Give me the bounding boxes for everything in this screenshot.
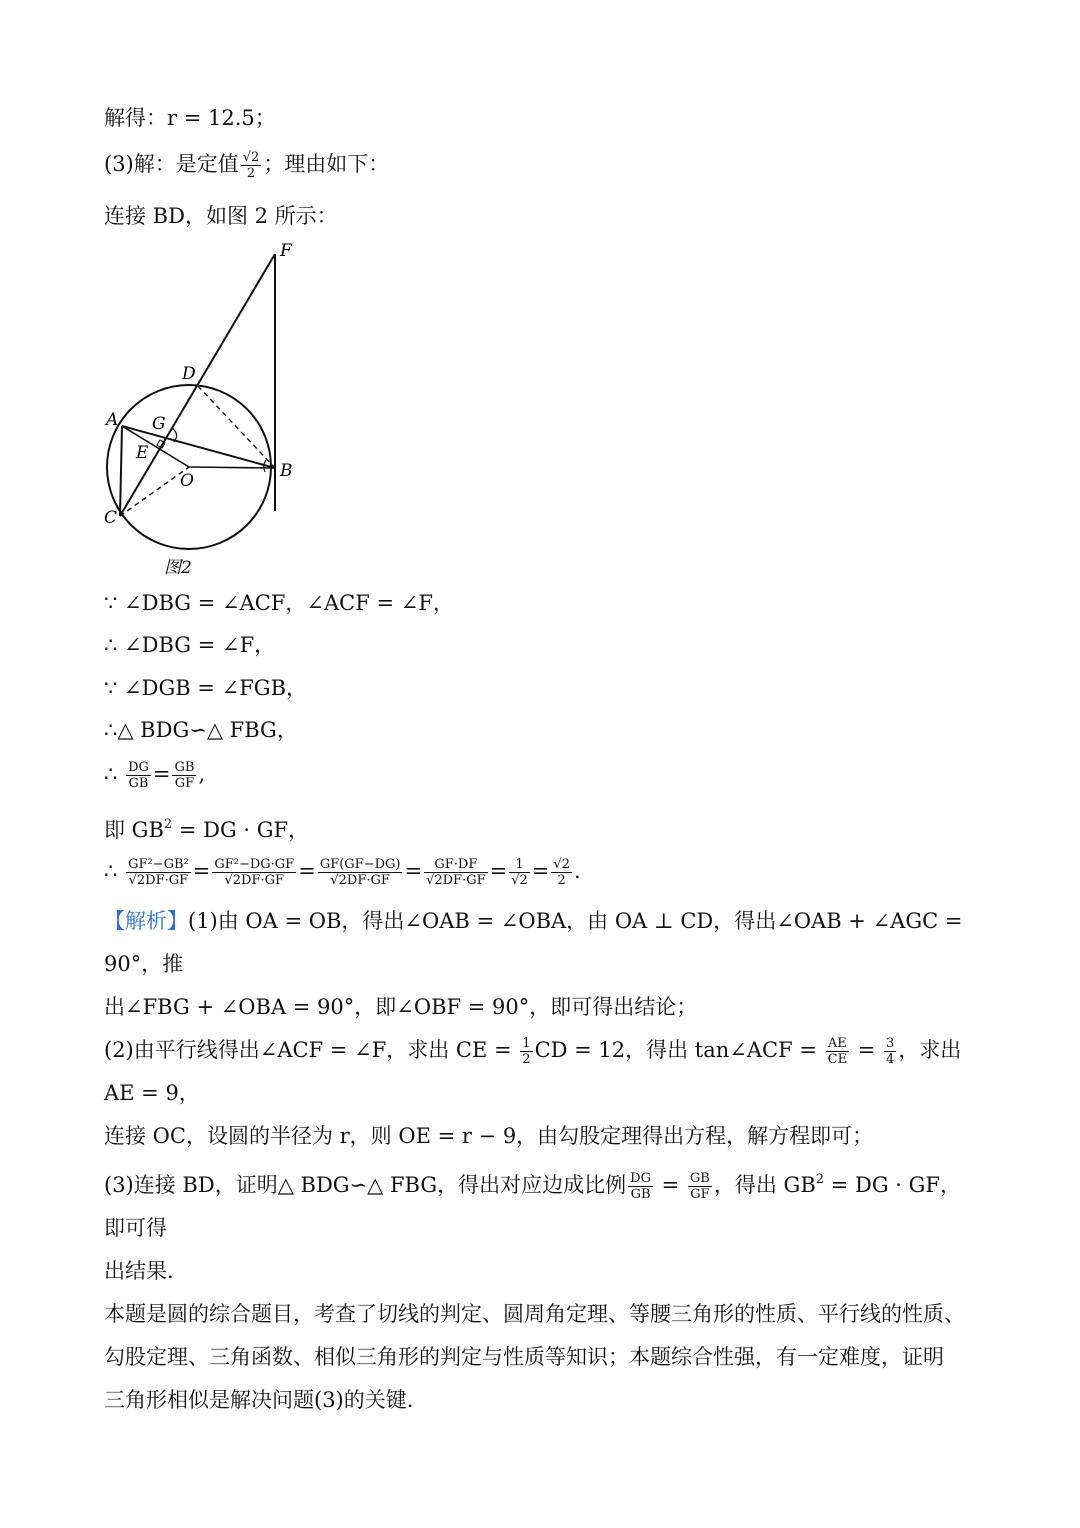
analysis-p1 <box>104 900 976 986</box>
denominator: CE <box>827 1052 848 1067</box>
fraction <box>424 857 488 888</box>
superscript: 2 <box>163 817 173 832</box>
proof-step-3: ∵ ∠DGB = ∠FGB， <box>104 676 307 700</box>
fraction <box>241 150 262 181</box>
label-e: E <box>136 443 149 463</box>
numerator: GF(GF−DG) <box>319 857 401 872</box>
text: (1)由 OA = OB，得出∠OAB = ∠OBA，由 OA ⊥ CD，得出∠OAB + ∠AGC = 90°，推 <box>104 909 963 976</box>
numerator: 1 <box>522 1036 531 1051</box>
text: = <box>489 859 508 883</box>
solution-line-3-intro <box>104 150 389 181</box>
denominator: √2DF·GF <box>426 873 486 888</box>
text: ∴ <box>104 762 118 786</box>
numerator: √2 <box>242 150 260 165</box>
fraction <box>826 1036 849 1067</box>
text: = DG · GF，即可得 <box>104 1173 961 1240</box>
numerator: 3 <box>886 1036 895 1051</box>
denominator: GB <box>630 1187 651 1202</box>
denominator: √2DF·GF <box>330 873 390 888</box>
denominator: GF <box>690 1187 710 1202</box>
text: ；理由如下： <box>263 152 390 176</box>
fraction <box>628 1171 653 1202</box>
fraction <box>884 1036 896 1067</box>
label-c: C <box>104 508 118 528</box>
summary-line-3: 三角形相似是解决问题(3)的关键. <box>104 1388 414 1412</box>
solution-line-connect-bd: 连接 BD，如图 2 所示： <box>104 204 338 228</box>
text: = <box>298 859 316 883</box>
summary-line-2: 勾股定理、三角函数、相似三角形的判定与性质等知识；本题综合性强，有一定难度，证明 <box>104 1345 944 1369</box>
denominator: 2 <box>246 166 256 181</box>
text: CD = 12，得出 tan∠ACF = <box>534 1038 824 1062</box>
numerator: GF·DF <box>424 857 488 873</box>
text: = <box>654 1173 686 1197</box>
text: ∴ <box>104 859 118 883</box>
text: ，求出 AE = 9， <box>104 1038 962 1105</box>
text: = <box>531 859 550 883</box>
label-b: B <box>280 461 293 481</box>
superscript: 2 <box>815 1172 825 1187</box>
text: = <box>851 1038 883 1062</box>
text: = <box>152 762 171 786</box>
text: = <box>192 859 211 883</box>
numerator: GF²−GB² <box>128 857 189 872</box>
text: , <box>198 762 206 786</box>
label-g: G <box>152 414 166 434</box>
fraction <box>318 857 403 888</box>
fraction <box>126 760 151 791</box>
fraction <box>520 1036 532 1067</box>
numerator: √2 <box>553 857 570 872</box>
proof-step-7 <box>104 857 581 888</box>
analysis-p3 <box>104 1158 976 1250</box>
denominator: GF <box>174 776 195 791</box>
fraction <box>551 857 572 888</box>
fraction <box>509 857 530 888</box>
numerator: GB <box>689 1171 710 1186</box>
text: (3)解：是定值 <box>104 152 239 176</box>
label-a: A <box>106 410 119 430</box>
analysis-p1-cont: 出∠FBG + ∠OBA = 90°，即∠OBF = 90°，即可得出结论； <box>104 995 698 1019</box>
text: = DG · GF， <box>172 818 310 842</box>
denominator: GB <box>128 776 149 791</box>
proof-step-2: ∴ ∠DBG = ∠F， <box>104 633 276 657</box>
geometry-figure-2 <box>100 236 310 581</box>
line-co-dashed <box>120 467 189 516</box>
denominator: 2 <box>557 873 566 888</box>
fraction <box>688 1171 712 1202</box>
text: (3)连接 BD，证明△ BDG∽△ FBG，得出对应边成比例 <box>104 1173 627 1197</box>
text: (2)由平行线得出∠ACF = ∠F，求出 CE = <box>104 1038 519 1062</box>
analysis-p2-cont: 连接 OC，设圆的半径为 r，则 OE = r − 9，由勾股定理得出方程，解方程即可； <box>104 1124 874 1148</box>
analysis-p3-cont: 出结果. <box>104 1259 174 1283</box>
solution-line-r: 解得：r = 12.5； <box>104 106 276 130</box>
text: 即 GB <box>104 818 164 842</box>
proof-step-5 <box>104 760 205 791</box>
denominator: √2DF·GF <box>224 873 285 888</box>
proof-step-1: ∵ ∠DBG = ∠ACF，∠ACF = ∠F， <box>104 591 454 615</box>
fraction <box>126 857 191 888</box>
line-cf <box>120 254 275 516</box>
proof-step-4: ∴△ BDG∽△ FBG， <box>104 718 298 742</box>
numerator: GB <box>174 760 195 775</box>
fraction <box>172 760 196 791</box>
numerator: GF²−DG·GF <box>214 857 295 872</box>
denominator: √2 <box>511 873 528 888</box>
proof-step-6 <box>104 812 309 843</box>
numerator: AE <box>826 1036 849 1052</box>
numerator: DG <box>128 760 149 775</box>
denominator: 2 <box>522 1052 531 1067</box>
analysis-block <box>104 900 976 1422</box>
analysis-tag: 【解析】 <box>104 909 188 933</box>
text: ，得出 GB <box>713 1173 816 1197</box>
figure-caption: 图2 <box>164 558 192 578</box>
numerator: 1 <box>509 857 530 873</box>
text: . <box>573 859 581 883</box>
label-d: D <box>182 364 196 384</box>
line-ob <box>189 467 275 468</box>
label-f: F <box>280 241 292 261</box>
denominator: √2DF·GF <box>128 873 189 888</box>
text: = <box>404 859 423 883</box>
denominator: 4 <box>886 1052 895 1067</box>
numerator: DG <box>630 1171 651 1186</box>
line-ac <box>120 426 122 516</box>
fraction <box>212 857 296 888</box>
summary-line-1: 本题是圆的综合题目，考查了切线的判定、圆周角定理、等腰三角形的性质、平行线的性质、 <box>104 1302 965 1326</box>
line-db-dashed <box>198 386 275 468</box>
label-o: O <box>180 471 194 491</box>
analysis-p2 <box>104 1029 976 1115</box>
